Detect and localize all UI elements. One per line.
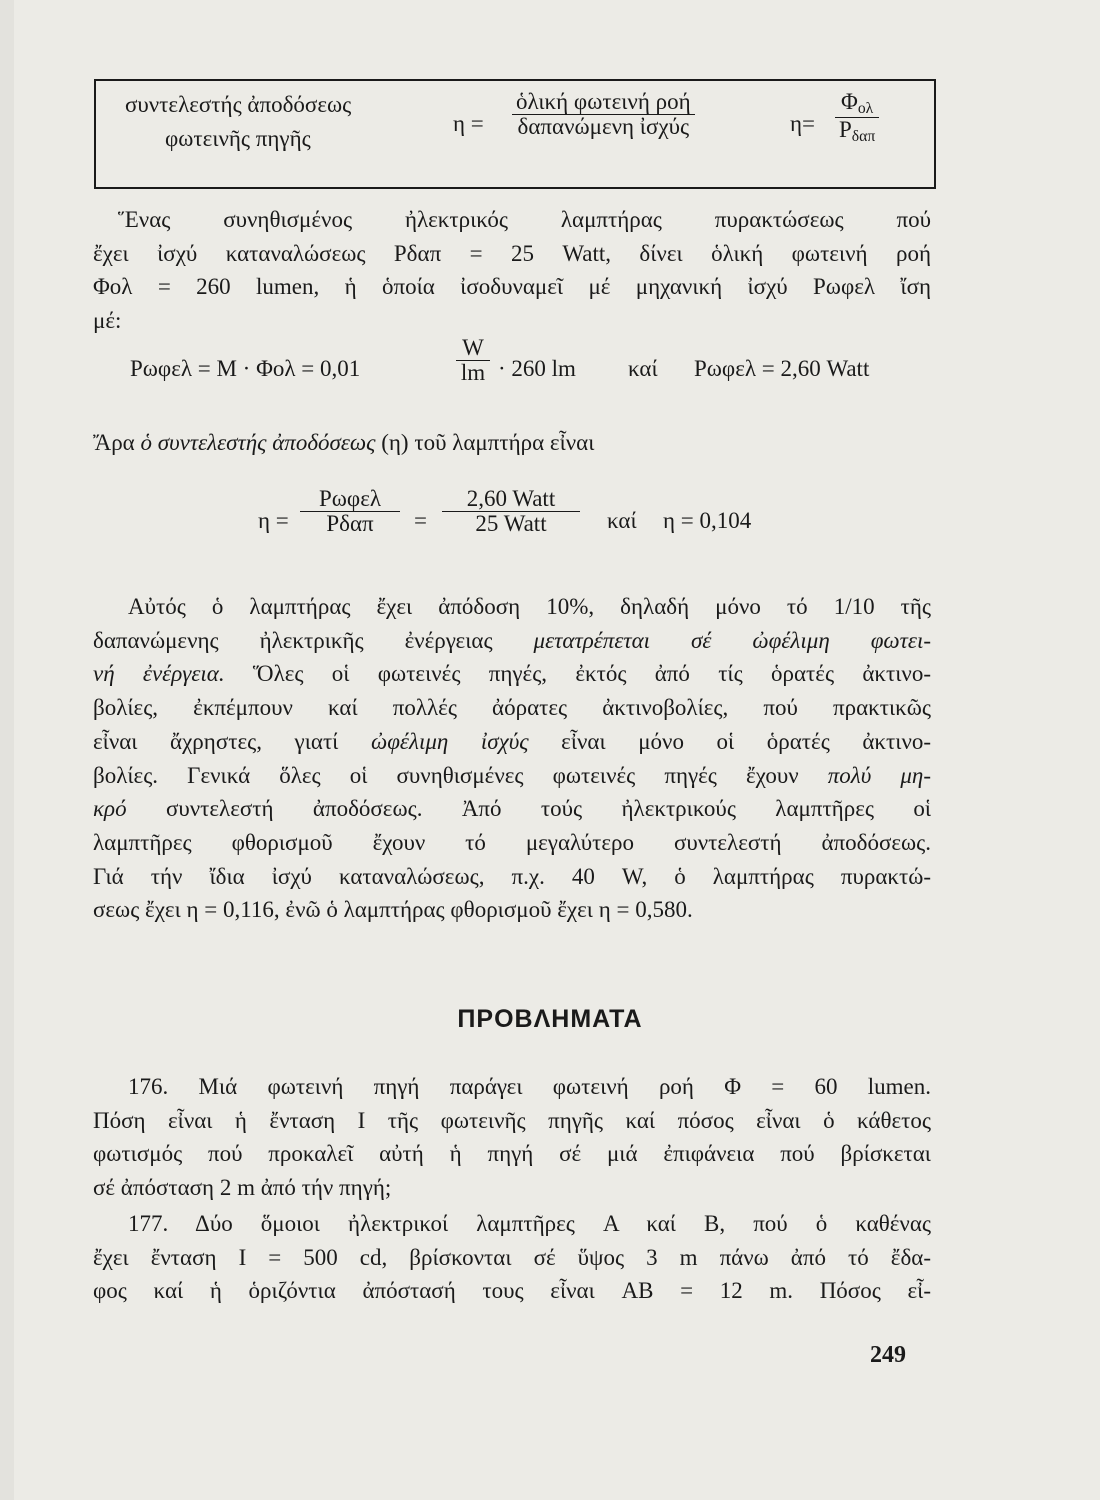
box-symbol-numerator: $\Phi_{o\lambda}$ <box>841 89 874 117</box>
equation2-numerator2: 2,60 Watt <box>466 486 556 511</box>
equation2-power-fraction <box>300 487 400 536</box>
equation2-result: η = 0,104 <box>663 508 752 533</box>
equation1-fraction-denominator: lm <box>460 360 486 386</box>
intro-line: Φολ = 260 lumen, ἡ ὁποία ἰσοδυναμεῖ μέ μηχανική ἰσχύ Pωφελ ἴση <box>93 274 931 300</box>
ara-start: Ἄρα <box>93 430 135 455</box>
problem-177 <box>93 1207 931 1308</box>
para-line: κρό συντελεστή ἀποδόσεως. Ἀπό τούς ἠλεκτρικούς λαμπτῆρες οἱ <box>93 796 932 822</box>
para-line: βολίες, ἐκπέμπουν καί πολλές ἀόρατες ἀκτινοβολίες, πού πρακτικῶς <box>93 695 931 721</box>
problems-heading: ΠΡΟΒΛΗΜΑΤΑ <box>457 1005 643 1033</box>
intro-paragraph <box>93 203 931 338</box>
equation2-numerator1: Pωφελ <box>318 486 381 511</box>
problem-line: 177. Δύο ὅμοιοι ἠλεκτρικοί λαμπτῆρες A καί B, πού ὁ καθένας <box>128 1211 931 1236</box>
equation2-denominator1: Pδαπ <box>326 511 374 537</box>
ara-line <box>93 430 594 456</box>
para-line: σεως ἔχει η = 0,116, ἐνῶ ὁ λαμπτήρας φθορισμοῦ ἔχει η = 0,580. <box>93 897 693 923</box>
equation1-lhs: Pωφελ = M · Φολ = 0,01 <box>130 356 361 381</box>
box-fraction-denominator: δαπανώμενη ἰσχύς <box>517 114 690 140</box>
box-word-fraction <box>512 90 695 139</box>
equation1-fraction-numerator: W <box>462 335 484 360</box>
box-symbol-denominator: $P_{\delta\alpha\pi}$ <box>839 117 876 146</box>
ara-end: (η) τοῦ λαμπτήρα εἶναι <box>381 430 595 455</box>
box-symbol-fraction <box>835 90 879 146</box>
para-line: Γιά τήν ἴδια ἰσχύ καταναλώσεως, π.χ. 40 W, ὁ λαμπτήρας πυρακτώ- <box>93 863 931 889</box>
box-label-line1: συντελεστής ἀποδόσεως <box>125 92 352 117</box>
problem-line: 176. Μιά φωτεινή πηγή παράγει φωτεινή ροή Φ = 60 lumen. <box>128 1074 931 1099</box>
problem-line: Πόση εἶναι ἡ ἔνταση I τῆς φωτεινῆς πηγῆς καί πόσος εἶναι ὁ κάθετος <box>93 1107 931 1133</box>
para-line: νή ἐνέργεια. Ὅλες οἱ φωτεινές πηγές, ἐκτός ἀπό τίς ὁρατές ἀκτινο- <box>93 661 931 687</box>
scan-edge-shadow <box>0 0 14 1500</box>
equation2-equals: = <box>414 508 427 533</box>
box-eta2: η= <box>790 111 815 136</box>
intro-line: Ἕνας συνηθισμένος ἠλεκτρικός λαμπτήρας πυρακτώσεως πού <box>118 207 931 232</box>
intro-line: μέ: <box>93 308 122 334</box>
para-line: δαπανώμενης ἠλεκτρικῆς ἐνέργειας μετατρέπεται σέ ὠφέλιμη φωτει- <box>93 627 932 653</box>
equation1-result: Pωφελ = 2,60 Watt <box>694 356 870 381</box>
para-line: Αὐτός ὁ λαμπτήρας ἔχει ἀπόδοση 10%, δηλαδή μόνο τό 1/10 τῆς <box>128 594 931 619</box>
problem-line: σέ ἀπόσταση 2 m ἀπό τήν πηγή; <box>93 1175 392 1201</box>
equation1-unit-fraction <box>456 336 490 385</box>
page-number: 249 <box>870 1342 906 1368</box>
equation2-kai: καί <box>607 508 637 533</box>
problem-line: φος καί ἡ ὁριζόντια ἀπόστασή τους εἶναι AB = 12 m. Πόσος εἶ- <box>93 1278 931 1304</box>
intro-line: ἔχει ἰσχύ καταναλώσεως Pδαπ = 25 Watt, δίνει ὁλική φωτεινή ροή <box>93 240 931 266</box>
problem-176 <box>93 1070 931 1205</box>
efficiency-paragraph <box>93 590 931 927</box>
para-line: εἶναι ἄχρηστες, γιατί ὠφέλιμη ἰσχύς εἶναι μόνο οἱ ὁρατές ἀκτινο- <box>93 728 932 754</box>
equation2-eta: η = <box>258 508 289 533</box>
box-label-line2: φωτεινῆς πηγῆς <box>165 126 311 151</box>
problem-line: ἔχει ἔνταση I = 500 cd, βρίσκονται σέ ὕψος 3 m πάνω ἀπό τό ἔδα- <box>93 1244 931 1270</box>
box-fraction-numerator: ὁλική φωτεινή ροή <box>516 89 691 114</box>
ara-italic: ὁ συντελεστής ἀποδόσεως <box>140 430 376 455</box>
problem-line: φωτισμός πού προκαλεῖ αὐτή ἡ πηγή σέ μιά ἐπιφάνεια πού βρίσκεται <box>93 1141 931 1167</box>
equation2-denominator2: 25 Watt <box>475 511 547 537</box>
equation2-watt-fraction <box>442 487 580 536</box>
para-line: λαμπτῆρες φθορισμοῦ ἔχουν τό μεγαλύτερο συντελεστή ἀποδόσεως. <box>93 829 931 855</box>
para-line: βολίες. Γενικά ὅλες οἱ συνηθισμένες φωτεινές πηγές ἔχουν πολύ μη- <box>93 762 931 788</box>
equation1-rhs: · 260 lm <box>498 356 576 381</box>
equation1-kai: καί <box>628 356 658 381</box>
box-eta: η = <box>453 111 484 136</box>
